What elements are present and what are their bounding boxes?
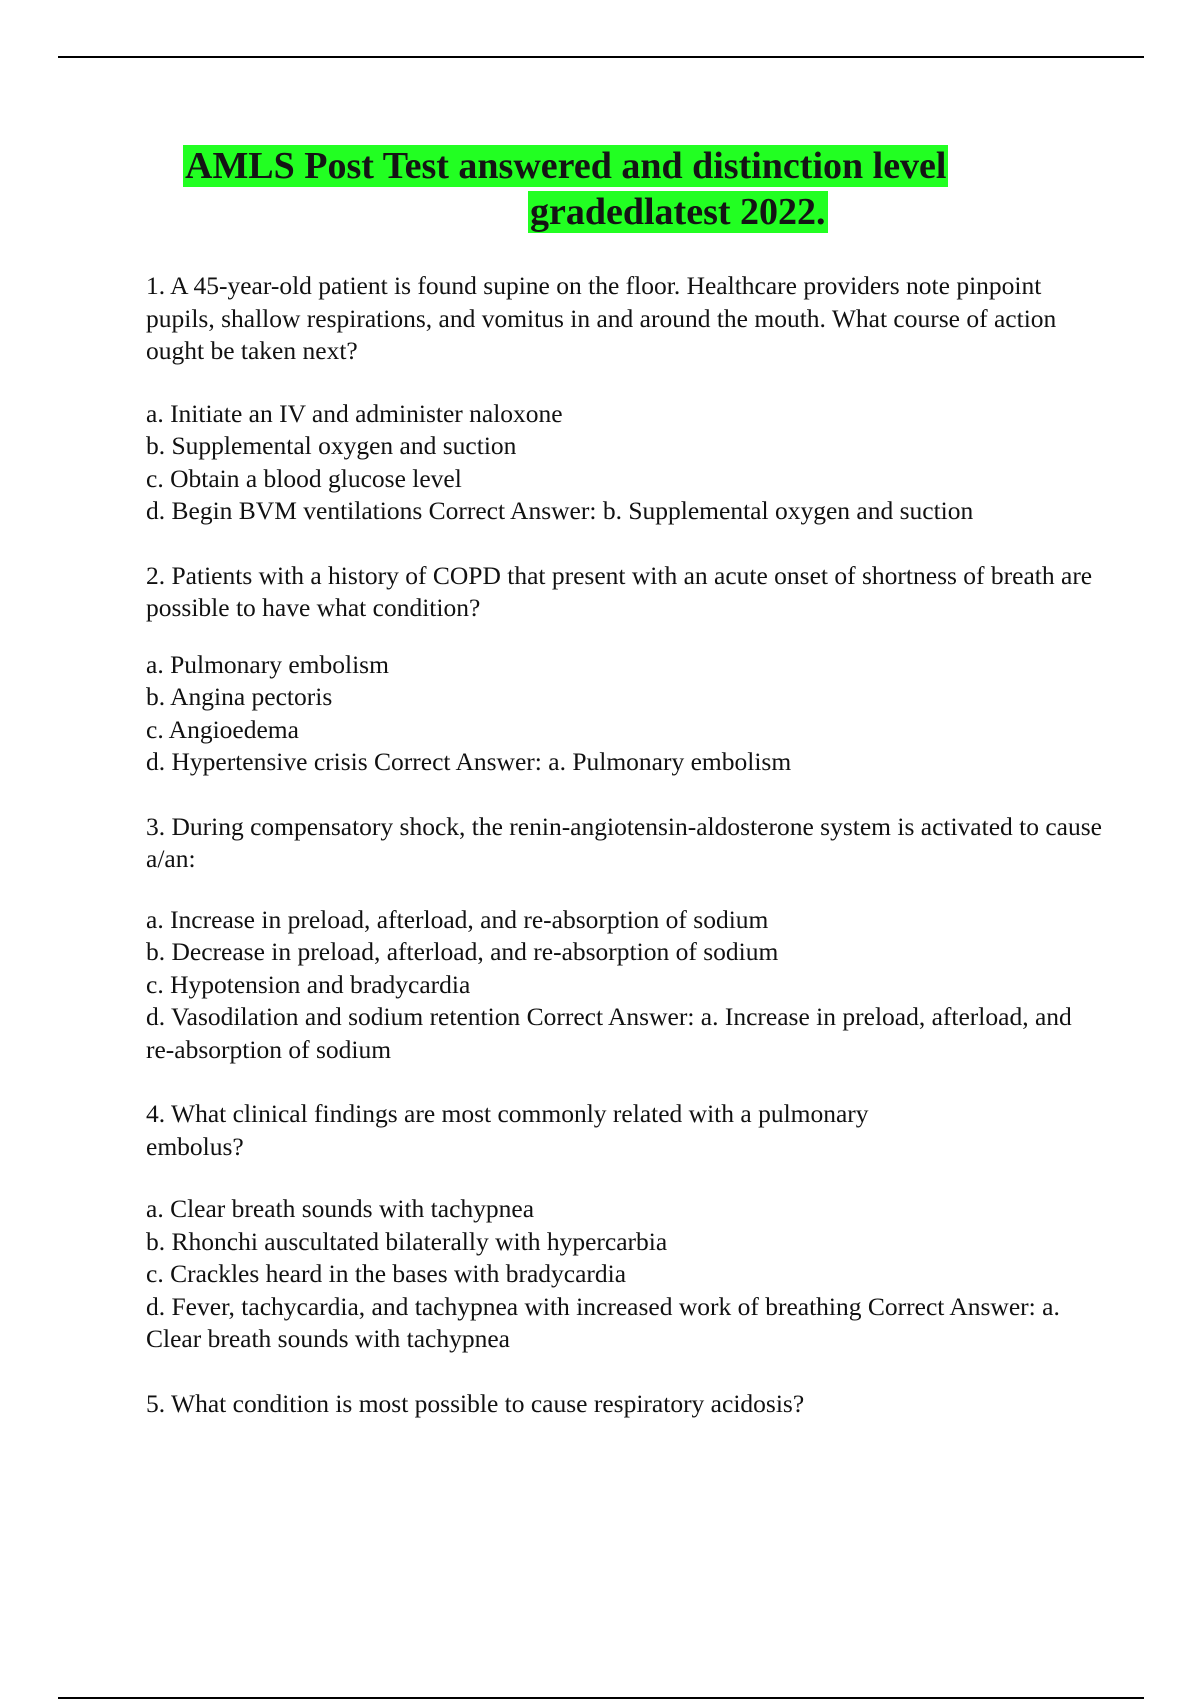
question-3 bbox=[146, 811, 1106, 1067]
correct-answer-label: Correct Answer: bbox=[428, 496, 597, 525]
option-list bbox=[146, 1193, 1106, 1356]
question-5 bbox=[146, 1388, 1106, 1421]
bottom-rule bbox=[58, 1697, 1144, 1699]
question-text: 3. During compensatory shock, the renin-angiotensin-aldosterone system is activated to cause a/an: bbox=[146, 811, 1102, 873]
option-d-with-answer bbox=[146, 495, 1106, 528]
question-2 bbox=[146, 560, 1106, 779]
option-b: b. Supplemental oxygen and suction bbox=[146, 431, 517, 460]
option-d: d. Hypertensive crisis bbox=[146, 747, 368, 776]
question-text: 4. What clinical findings are most commonly related with a pulmonary embolus? bbox=[146, 1099, 869, 1161]
top-rule bbox=[58, 56, 1144, 58]
correct-answer-label: Correct Answer: bbox=[526, 1002, 695, 1031]
correct-answer-label: Correct Answer: bbox=[374, 747, 542, 776]
option-list bbox=[146, 904, 1106, 1067]
option-b: b. Angina pectoris bbox=[146, 682, 333, 711]
option-b: b. Rhonchi auscultated bilaterally with hypercarbia bbox=[146, 1226, 668, 1256]
question-list bbox=[146, 270, 1106, 1452]
correct-answer: a. Clear breath sounds with tachypnea bbox=[146, 1291, 1060, 1353]
correct-answer: a. Increase in preload, afterload, and re-absorption of sodium bbox=[146, 1002, 1072, 1064]
question-4 bbox=[146, 1098, 1106, 1356]
option-list bbox=[146, 398, 1106, 528]
option-list bbox=[146, 649, 1106, 779]
option-d: d. Begin BVM ventilations bbox=[146, 496, 423, 525]
option-b: b. Decrease in preload, afterload, and re-absorption of sodium bbox=[146, 937, 779, 966]
option-c: c. Obtain a blood glucose level bbox=[146, 463, 462, 493]
option-d: d. Vasodilation and sodium retention bbox=[146, 1002, 521, 1031]
page-title bbox=[183, 143, 1043, 235]
option-d-with-answer bbox=[146, 1001, 1106, 1066]
correct-answer: b. Supplemental oxygen and suction bbox=[602, 496, 974, 525]
option-c: c. Angioedema bbox=[146, 714, 299, 744]
title-line-1 bbox=[183, 143, 1043, 189]
option-c: c. Hypotension and bradycardia bbox=[146, 969, 471, 999]
option-c: c. Crackles heard in the bases with bradycardia bbox=[146, 1259, 627, 1288]
option-a: a. Clear breath sounds with tachypnea bbox=[146, 1194, 535, 1223]
title-highlight-1: AMLS Post Test answered and distinction level bbox=[185, 145, 947, 187]
question-text: 5. What condition is most possible to cause respiratory acidosis? bbox=[146, 1388, 805, 1418]
correct-answer-label: Correct Answer: bbox=[867, 1291, 1036, 1321]
option-d: d. Fever, tachycardia, and tachypnea with increased work of breathing bbox=[146, 1291, 862, 1321]
correct-answer: a. Pulmonary embolism bbox=[548, 747, 792, 776]
option-a: a. Initiate an IV and administer naloxone bbox=[146, 398, 563, 428]
question-text: 1. A 45-year-old patient is found supine on the floor. Healthcare providers note pinpoint pupils, shallow respirations, and vomitus in and around the mouth. What course of action ought be taken next? bbox=[146, 271, 1057, 365]
question-1 bbox=[146, 270, 1106, 528]
question-text: 2. Patients with a history of COPD that present with an acute onset of shortness of breath are possible to have what condition? bbox=[146, 560, 1093, 622]
option-a: a. Pulmonary embolism bbox=[146, 649, 389, 679]
option-d-with-answer bbox=[146, 1291, 1066, 1356]
title-line-2 bbox=[528, 189, 1043, 235]
option-a: a. Increase in preload, afterload, and re-absorption of sodium bbox=[146, 904, 769, 934]
option-d-with-answer bbox=[146, 746, 1106, 779]
title-highlight-2: gradedlatest 2022. bbox=[530, 191, 826, 233]
